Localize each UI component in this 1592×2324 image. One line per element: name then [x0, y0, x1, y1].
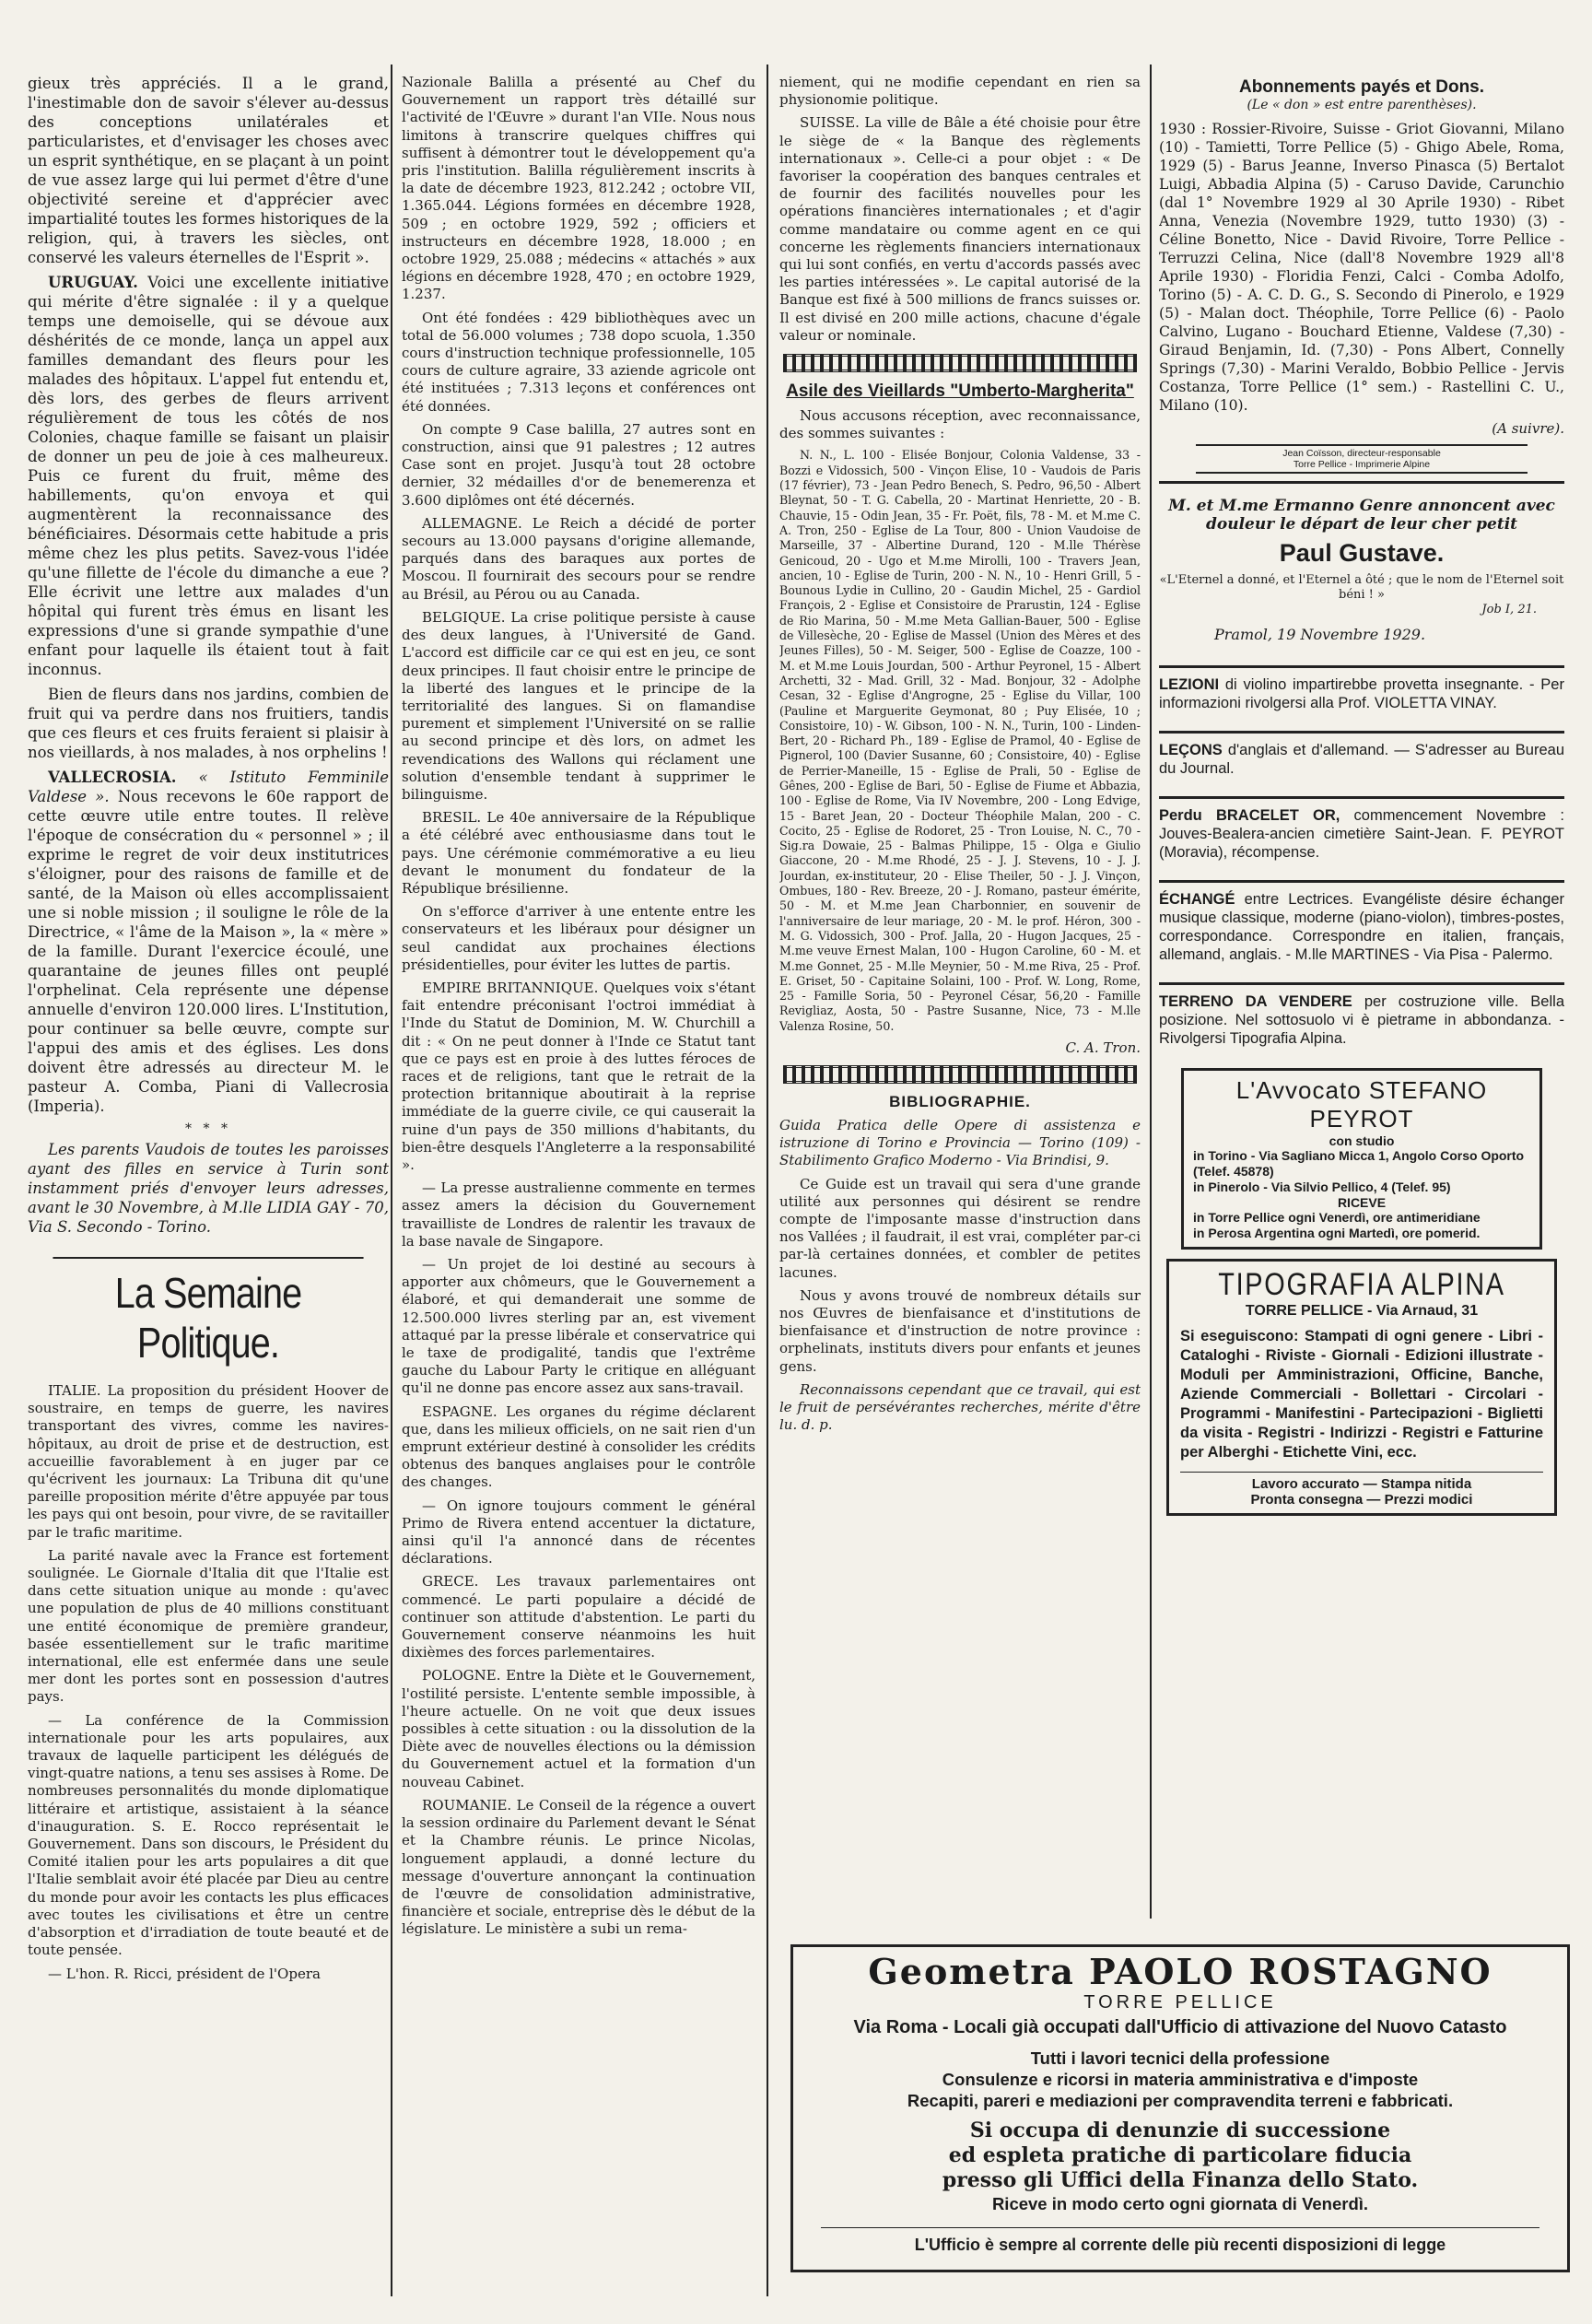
column-1 [28, 74, 389, 2307]
paragraph: Reconnaissons cependant que ce travail, qui est le fruit de persévérantes recherches, mérite d'être lu. d. p. [779, 1380, 1141, 1434]
paragraph: gieux très appréciés. Il a le grand, l'inestimable don de savoir s'élever au-dessus des conceptions unilatérales et particularistes, et d'envisager les choses avec un esprit synthétique, en se plaçant à un point de vue assez large qui lui permet d'être d'une objectivité sereine et d'apprécier avec impartialité toutes les formes historiques de la religion, qui, à travers les siècles, ont conservé les valeurs éternelles de l'Esprit ». [28, 75, 389, 266]
paragraph: GRECE. Les travaux parlementaires ont commencé. Le parti populaire a décidé de continuer son attitude d'abstention. Le parti du Gouvernement conserve néanmoins les huit dixièmes des forces parlementaires. [402, 1573, 755, 1661]
paragraph: Bien de fleurs dans nos jardins, combien de fruit qui va perdre dans nos fruitiers, tandis que ces fleurs et ces fruits feraient si plaisir à nos vieillards, à nos malades, à nos orphelins ! [28, 686, 389, 761]
paragraph: — Un projet de loi destiné au secours à apporter aux chômeurs, que le Gouvernement a élaboré, et qui demanderait une somme de 12.500.000 livres sterling par an, est vivement attaqué par la presse libérale et conservatrice qui le taxe de prodigalité, tandis que l'extrême gauche du Labour Party le critique en alléguant qu'il ne donne pas encore assez aux sans-travail. [402, 1256, 755, 1397]
continued-note: (A suivre). [1492, 420, 1564, 437]
column-2 [402, 74, 755, 2307]
verse: «L'Eternel a donné, et l'Eternel a ôté ; que le nom de l'Eternel soit béni ! » [1159, 573, 1564, 602]
deceased-name: Paul Gustave. [1279, 539, 1445, 567]
ornament-divider [783, 354, 1137, 372]
paragraph: Nous accusons réception, avec reconnaissance, des sommes suivantes : [779, 407, 1141, 442]
classified-ad: TERRENO DA VENDERE per costruzione ville. Bella posizione. Nel sottosuolo vi è pietrame in abbondanza. - Rivolgersi Tipografia Alpina. [1159, 982, 1564, 1059]
masthead-credits: Jean Coïsson, directeur-responsable Torre Pellice - Imprimerie Alpine [1196, 444, 1528, 474]
section-heading: BIBLIOGRAPHIE. [889, 1093, 1031, 1111]
paragraph: Ce Guide est un travail qui sera d'une grande utilité aux personnes qui désirent se rendre compte de l'imposante masse d'instruction dans nos Vallées ; il faudrait, il est vrai, compléter par-ci par-là certaines données, et combler de petites lacunes. [779, 1175, 1141, 1281]
classified-ad: Perdu BRACELET OR, commencement Novembre : Jouves-Bealera-ancien cimetière Saint-Jean. F. PEYROT (Moravia), récompense. [1159, 796, 1564, 873]
classified-ad: ÉCHANGÉ entre Lectrices. Evangéliste désire échanger musique classique, moderne (piano-violon), timbres-postes, correspondance. Correspondre en italien, français, allemand, anglais. - M.lle MARTINES - Via Pisa - Palermo. [1159, 880, 1564, 975]
notice-parents: Les parents Vaudois de toutes les paroisses ayant des filles en service à Turin sont instamment priés d'envoyer leurs adresses, avant le 30 Novembre, à M.lle LIDIA GAY - 70, Via S. Secondo - Torino. [28, 1141, 389, 1236]
section-heading: Abonnements payés et Dons. [1238, 77, 1485, 97]
classified-ad: LEZIONI di violino impartirebbe provetta insegnante. - Per informazioni rivolgersi alla Prof. VIOLETTA VINAY. [1159, 665, 1564, 723]
paragraph: Nous y avons trouvé de nombreux détails sur nos Œuvres de bienfaisance et d'institutions de bienfaisance et d'instruction de notre province : orphelinats, instituts divers pour enfants et jeunes gens. [779, 1286, 1141, 1375]
signature: d. p. [802, 1416, 833, 1434]
paragraph: Nazionale Balilla a présenté au Chef du Gouvernement un rapport très détaillé sur l'activité de l'Œuvre » durant l'an VIIe. Nous nous limitons à transcrire quelques chiffres qui suffisent à démontrer tout le développement qu'a pris l'institution. Balilla régulièrement inscrits à la date de décembre 1923, 812.242 ; octobre VII, 1.365.044. Légions formées en décembre 1928, 509 ; en octobre 1929, 592 ; officiers et instructeurs en décembre 1928, 18.000 ; en octobre 1929, 25.088 ; médecins « attachés » aux légions en décembre 1928, 470 ; en octobre 1929, 1.237. [402, 74, 755, 303]
separator: * * * [185, 1121, 231, 1136]
paragraph: ALLEMAGNE. Le Reich a décidé de porter secours au 13.000 paysans d'origine allemande, parqués dans des baraques aux portes de Moscou. Il fournirait des secours pour se rendre au Brésil, au Pérou ou au Canada. [402, 514, 755, 603]
paragraph: ESPAGNE. Les organes du régime déclarent que, dans les milieux officiels, on ne sait rien d'un emprunt extérieur destiné à consolider les crédits obtenus des banques anglaises pour le contrôle des changes. [402, 1403, 755, 1491]
paragraph: — La conférence de la Commission internationale pour les arts populaires, aux travaux de laquelle participent les délégués de vingt-quatre nations, a tenu ses assises à Rome. De nombreuses personnalités du monde diplomatique littéraire et artistique, assistaient à la séance d'inauguration. S. E. Rocco représentait le Gouvernement. Dans son discours, le Président du Comité italien pour les arts populaires a dit que l'Italie semblait avoir été placée par Dieu au centre du monde pour avoir les contacts les plus efficaces avec toutes les civilisations et être un centre d'absorption et d'irradiation de toute beauté et de toute pensée. [28, 1711, 389, 1959]
section-title: La Semaine Politique. [53, 1257, 363, 1367]
section-lead: VALLECROSIA. [48, 769, 177, 786]
paragraph: ITALIE. La proposition du président Hoover de soustraire, en temps de guerre, les navires transportant des vivres, comme les navires-hôpitaux, au droit de prise et de destruction, est accueillie favorablement à en juger par ce qu'écrivent les journaux: La Tribuna dit qu'une pareille proposition mérite d'être appuyée par tous les pays qui ont besoin, pour vivre, de se ravitailler par le trafic maritime. [28, 1382, 389, 1541]
section-lead: URUGUAY. [48, 274, 138, 291]
subscription-list: 1930 : Rossier-Rivoire, Suisse - Griot Giovanni, Milano (10) - Tamietti, Torre Pellice (5) - Ghigo Abele, Roma, 1929 (5) - Barus Jeanne, Inverso Pinasca (5) Bertalot Luigi, Abbadia Alpina (5) - Caruso Davide, Carunchio (dal 1° Novembre 1929 al 30 Aprile 1930) - Ribet Anna, Venezia (Novembre 1929, tutto 1930) (3) - Céline Bonetto, Nice - David Rivoire, Torre Pellice - Terruzzi Celina, Nice (dall'8 Novembre 1929 all'8 Aprile 1930) - Floridia Fenzi, Calci - Comba Adolfo, Torino (5) - A. C. D. G., S. Secondo di Pinerolo, e 1929 (5) - Malan doct. Théophile, Torre Pellice (6) - Paolo Calvino, Lugano - Bouchard Etienne, Valdese (7,30) - Giraud Benjamin, Id. (7,30) - Pons Albert, Connelly Springs (7,30) - Marini Veraldo, Bobbio Pellice - Jervis Costanza, Torre Pellice (1° sem.) - Rastellini C. U., Milano (10). [1159, 121, 1564, 414]
column-rule [1150, 65, 1152, 1919]
surveyor-ad: Geometra PAOLO ROSTAGNO TORRE PELLICE Via Roma - Locali già occupati dall'Ufficio di attivazione del Nuovo Catasto Tutti i lavori tecnici della professione Consulenze e ricorsi in materia amministrativa e d'imposte Recapiti, pareri e mediazioni per compravendita terreni e fabbricati. Si occupa di denunzie di successione ed espleta pratiche di particolare fiducia presso gli Uffici della Finanza dello Stato. Riceve in modo certo ogni giornata di Venerdì. L'Ufficio è sempre al corrente delle più recenti disposizioni di legge [790, 1944, 1570, 2272]
paragraph: Ont été fondées : 429 bibliothèques avec un total de 56.000 volumes ; 738 dopo scuola, 1.350 cours d'instruction technique professionnelle, 105 cours de culture agraire, 33 aziende agricole ont été instituées ; 7.313 leçons et conférences ont été données. [402, 309, 755, 415]
column-4 [1159, 74, 1564, 1919]
death-notice: M. et M.me Ermanno Genre annoncent avec douleur le départ de leur cher petit Paul Gustave. «L'Eternel a donné, et l'Eternel a ôté ; que le nom de l'Eternel soit béni ! » Job I, 21. Pramol, 19 Novembre 1929. [1159, 481, 1564, 658]
paragraph: niement, qui ne modifie cependant en rien sa physionomie politique. [779, 74, 1141, 109]
paragraph: SUISSE. La ville de Bâle a été choisie pour être le siège de « la Banque des règlements internationaux ». Celle-ci a pour objet : « De favoriser la coopération des banques centrales et de fournir des facilités nouvelles pour les opérations financières internationales ; et d'agir comme mandataire ou comme agent en ce qui concerne les règlements financiers internationaux qui lui sont confiés, en vertu d'accords passés avec les parties intéressées ». Le capital autorisé de la Banque est fixé à 500 millions de francs suisses or. Il est divisé en 200 mille actions, chacune d'égale valeur or nominale. [779, 114, 1141, 344]
ornament-divider [783, 1065, 1137, 1084]
column-rule [767, 65, 768, 2296]
verse-reference: Job I, 21. [1481, 603, 1537, 616]
lawyer-ad: L'Avvocato STEFANO PEYROT con studio in Torino - Via Sagliano Micca 1, Angolo Corso Oporto (Telef. 45878) in Pinerolo - Via Silvio Pellico, 4 (Telef. 95) RICEVE in Torre Pellice ogni Venerdì, ore antimeridiane in Perosa Argentina ogni Martedì, ore pomerid. [1181, 1068, 1542, 1250]
paragraph-vallecrosia: VALLECROSIA. « Istituto Femminile Valdese ». Nous recevons le 60e rapport de cette œuvre utile entre toutes. Il relève l'époque de consécration du « personnel » ; il exprime le regret de voir deux institutrices s'éloigner, pour des raisons de famille et de santé, de la Maison où elles accomplissaient une si noble mission ; il souligne le rôle de la Directrice, « l'âme de la Maison », la « mère » de la famille. Durant l'exercice écoulé, une quarantaine de jeunes filles ont peuplé l'orphelinat. Cela représente une dépense annuelle d'environ 120.000 lires. L'Institution, pour continuer sa belle œuvre, compte sur l'appui des amis et des églises. Les dons doivent être adressés au directeur M. le pasteur A. Comba, Piani di Vallecrosia (Imperia). [28, 769, 389, 1115]
paragraph: — On ignore toujours comment le général Primo de Rivera entend accentuer la dictature, ainsi qu'il l'a annoncé dans de récentes déclarations. [402, 1497, 755, 1567]
paragraph: BELGIQUE. La crise politique persiste à cause des deux langues, à l'Université de Gand. L'accord est difficile car ce qui est en jeu, ce sont deux principes. Il faut choisir entre le principe de la liberté des langues et le principe de la territorialité des langues. Si on flamandise purement et simplement l'Université on se rallie au second principe et dès lors, on admet les revendications des Wallons qui réclament une solution d'ensemble tendant à supprimer le bilinguisme. [402, 608, 755, 803]
paragraph: BRESIL. Le 40e anniversaire de la République a été célébré avec enthousiasme dans tout le pays. Une cérémonie commémorative a eu lieu devant le monument du fondateur de la République brésilienne. [402, 809, 755, 897]
book-reference: Guida Pratica delle Opere di assistenza e istruzione di Torino e Provincia — Torino (109) - Stabilimento Grafico Moderno - Via Brindisi, 9. [779, 1117, 1141, 1169]
section-heading: Asile des Vieillards "Umberto-Margherita" [786, 381, 1134, 402]
paragraph: EMPIRE BRITANNIQUE. Quelques voix s'étant fait entendre préconisant l'octroi immédiat à l'Inde du Statut de Dominion, M. W. Churchill a dit : « On ne peut donner à l'Inde ce Statut tant que ce pays est en proie à des luttes féroces de races et de religions, tant que le retrait de la protection britannique aboutirait à la reprise immédiate de la guerre civile, ce qui causerait la ruine d'un pays de 350 millions d'habitants, du bien-être desquels l'Angleterre a la responsabilité ». [402, 979, 755, 1173]
paragraph: La parité navale avec la France est fortement soulignée. Le Giornale d'Italia dit que l'Italie est dans cette situation unique au monde : qu'avec une population de plus de 40 millions constituant une entité économique de première grandeur, basée essentiellement sur le trafic maritime international, elle est enfermée dans une seule mer dont les portes sont en possession d'autres pays. [28, 1546, 389, 1706]
classified-ad: LEÇONS d'anglais et d'allemand. — S'adresser au Bureau du Journal. [1159, 731, 1564, 789]
paragraph: POLOGNE. Entre la Diète et le Gouvernement, l'ostilité persiste. L'entente semble impossible, à l'heure actuelle. On ne voit que deux issues possibles à cette situation : ou la dissolution de la Diète avec de nouvelles élections ou la démission du Gouvernement actuel et la formation d'un nouveau Cabinet. [402, 1667, 755, 1790]
paragraph: — L'hon. R. Ricci, président de l'Opera [48, 1965, 321, 1982]
section-subheading: (Le « don » est entre parenthèses). [1247, 98, 1477, 112]
donation-list: N. N., L. 100 - Elisée Bonjour, Colonia Valdense, 33 - Bozzi e Vidossich, 500 - Vinçon Elise, 10 - Vaudois de Paris (17 février), 73 - Jean Pedro Benech, S. Pedro, 96,50 - Albert Bleynat, 50 - T. G. Cabella, 20 - Martinat Henriette, 20 - B. Chauvie, 15 - Odin Jean, 35 - Fr. Poët, fils, 78 - M. et M.me C. A. Tron, 250 - Eglise de La Tour, 800 - Union Vaudoise de Marseille, 37 - Albertine Durand, 120 - M.lle Thérèse Genicoud, 20 - Ugo et M.me Mirolli, 100 - Travers Jean, ancien, 10 - Eglise de Turin, 200 - N. N., 10 - Henri Grill, 5 - Bounous Lydie in Cullino, 20 - Gaudin Michel, 25 - Gardiol François, 2 - Eglise et Consistoire de Prarustin, 124 - Eglise de Rio Marina, 50 - M.me Meta Gallian-Bauer, 500 - Eglise de Villesèche, 20 - Eglise de Massel (Union des Mères et des Jeunes Filles), 50 - M. Seiger, 500 - Eglise de Coazze, 100 - M. et M.me Louis Jourdan, 500 - Arthur Peyronel, 15 - Albert Archetti, 32 - Mad. Grill, 32 - Mad. Bonjour, 32 - Adolphe Cesan, 32 - Eglise d'Angrogne, 25 - Eglise du Villar, 100 (Pauline et Marguerite Geymonat, 80 ; Puy Elisée, 10 ; Consistoire, 10) - W. Gibson, 100 - N. N., Turin, 100 - Linden-Bert, 20 - Richard Ph., 189 - Eglise de Pramol, 40 - Eglise de Pignerol, 100 (Davier Susanne, 60 ; Consistoire, 40) - Eglise de Perrier-Maneille, 15 - Eglise de Prali, 50 - Eglise de Gênes, 200 - Eglise de Bari, 50 - Eglise de Fiume et Abbazia, 100 - Eglise de Rome, Via IV Novembre, 200 - Long Edvige, 15 - Baret Jean, 20 - Docteur Théophile Malan, 200 - C. Cocito, 25 - Eglise de Rodoret, 25 - Tron Louise, N. C., 70 - Sig.ra Dowaie, 25 - Balmas Philippe, 15 - Olga e Giulio Giaccone, 20 - M.me Rhodé, 25 - J. J. Stevens, 10 - J. J. Jourdan, ex-instituteur, 20 - Elise Theiler, 50 - J. J. Vinçon, Ombues, 180 - Rev. Breeze, 20 - J. Romano, pasteur émérite, 50 - M. et M.me Jean Charbonnier, en souvenir de l'anniversaire de leur mariage, 20 - M. le prof. Héron, 300 - M. G. Vidossich, 300 - Prof. Jalla, 20 - Hugon Jacques, 25 - M.me veuve Ernest Malan, 100 - Hugon Caroline, 60 - M. et M.me Gonnet, 25 - M.lle Meynier, 50 - M.me Riva, 25 - Prof. E. Griset, 50 - Capitaine Solaini, 100 - Prof. W. Long, Rome, 25 - Famille Soria, 50 - Peyronel César, 56,20 - Famille Revigliaz, Aosta, 50 - Pastre Susanne, Nice, 73 - M.lle Valenza Rosine, 50. [779, 448, 1141, 1033]
paragraph: ROUMANIE. Le Conseil de la régence a ouvert la session ordinaire du Parlement devant le Sénat et la Chambre réunis. Le prince Nicolas, longuement applaudi, a donné lecture du message d'ouverture annonçant la continuation de l'œuvre de consolidation administrative, financière et sociale, entreprise dès le début de la législature. Le ministère a subi un rema- [402, 1796, 755, 1938]
paragraph: On compte 9 Case balilla, 27 autres sont en construction, ainsi que 91 palestres ; 12 autres Case sont en projet. Jusqu'à tout 28 octobre dernier, 32 médailles d'or de benemerenza et 3.600 diplômes ont été décernés. [402, 420, 755, 509]
paragraph: — La presse australienne commente en termes assez amers la décision du Gouvernement travailliste de Londres de ralentir les travaux de la base navale de Singapore. [402, 1180, 755, 1250]
signature: C. A. Tron. [1065, 1039, 1141, 1057]
column-3 [779, 74, 1141, 1919]
column-rule [391, 65, 392, 2296]
printer-ad: TIPOGRAFIA ALPINA TORRE PELLICE - Via Arnaud, 31 Si eseguiscono: Stampati di ogni genere - Libri - Cataloghi - Riviste - Giornali - Edizioni illustrate - Moduli per Amministrazioni, Officine, Banche, Aziende Commerciali - Bollettari - Circolari - Programmi - Manifestini - Partecipazioni - Biglietti da visita - Registri - Indirizzi - Registri e Fatturine per Alberghi - Etichette Vini, ecc. Lavoro accurato — Stampa nitida Pronta consegna — Prezzi modici [1166, 1259, 1557, 1516]
paragraph: On s'efforce d'arriver à une entente entre les conservateurs et les libéraux pour désigner un seul candidat aux prochaines élections présidentielles, pour éviter les luttes de partis. [402, 903, 755, 973]
place-date: Pramol, 19 Novembre 1929. [1214, 626, 1426, 643]
paragraph-uruguay: URUGUAY. Voici une excellente initiative qui mérite d'être signalée : il y a quelque temps une demoiselle, qui se dévoue aux déshérités de ce monde, lança un appel aux familles demandant des fleurs pour les malades des hôpitaux. L'appel fut entendu et, dès lors, des gerbes de fleurs arrivent régulièrement de tous les côtés de nos Colonies, chaque famille se faisant un plaisir de donner un peu de joie à ces malheureux. Puis ce furent du fruit, même des habillements, qu'on envoya et qui augmentèrent la reconnaissance des bénéficiaires. Désormais cette habitude a pris même chez les plus petits. Savez-vous l'idée qu'une fillette de l'école du dimanche a eue ? Elle écrivit une lettre aux malades d'un hôpital qui furent très émus en lisant les expressions d'une si grande sympathie d'une enfant pour laquelle ils étaient tout à fait inconnus. [28, 274, 389, 678]
